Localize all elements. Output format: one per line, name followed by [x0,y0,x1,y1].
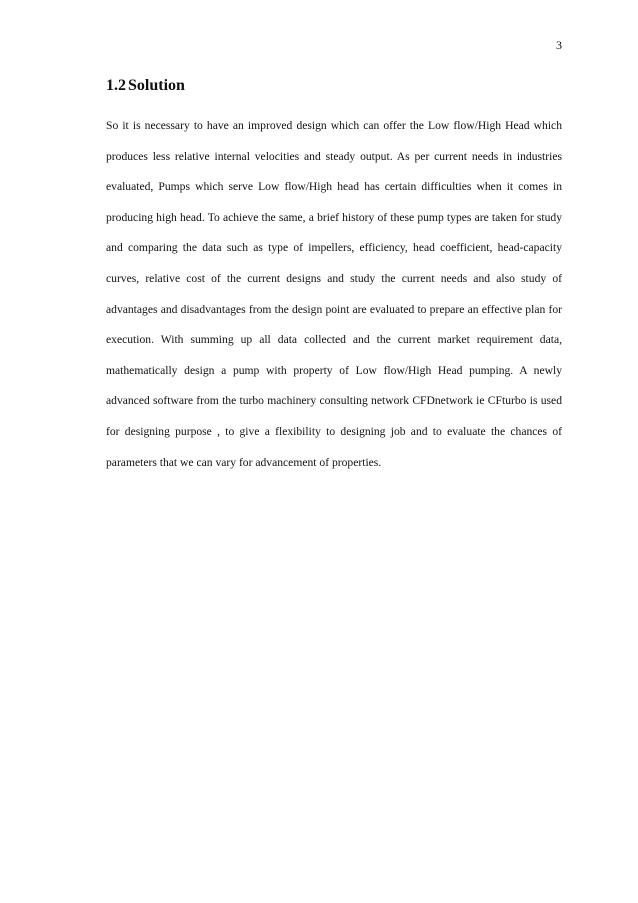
section-title: Solution [128,77,185,94]
section-paragraph: So it is necessary to have an improved design which can offer the Low flow/High Head which produces less relative internal velocities and steady output. As per current needs in industries evaluated, Pumps which serve Low flow/High head has certain difficulties when it comes in producing high head. To achieve the same, a brief history of these pump types are taken for study and comparing the data such as type of impellers, efficiency, head coefficient, head-capacity curves, relative cost of the current designs and study the current needs and also study of advantages and disadvantages from the design point are evaluated to prepare an effective plan for execution. With summing up all data collected and the current market requirement data, mathematically design a pump with property of Low flow/High Head pumping. A newly advanced software from the turbo machinery consulting network CFDnetwork ie CFturbo is used for designing purpose , to give a flexibility to designing job and to evaluate the chances of parameters that we can vary for advancement of properties. [106,119,562,469]
section-heading [106,76,185,96]
section-number: 1.2 [106,77,126,94]
page-number: 3 [556,38,562,52]
